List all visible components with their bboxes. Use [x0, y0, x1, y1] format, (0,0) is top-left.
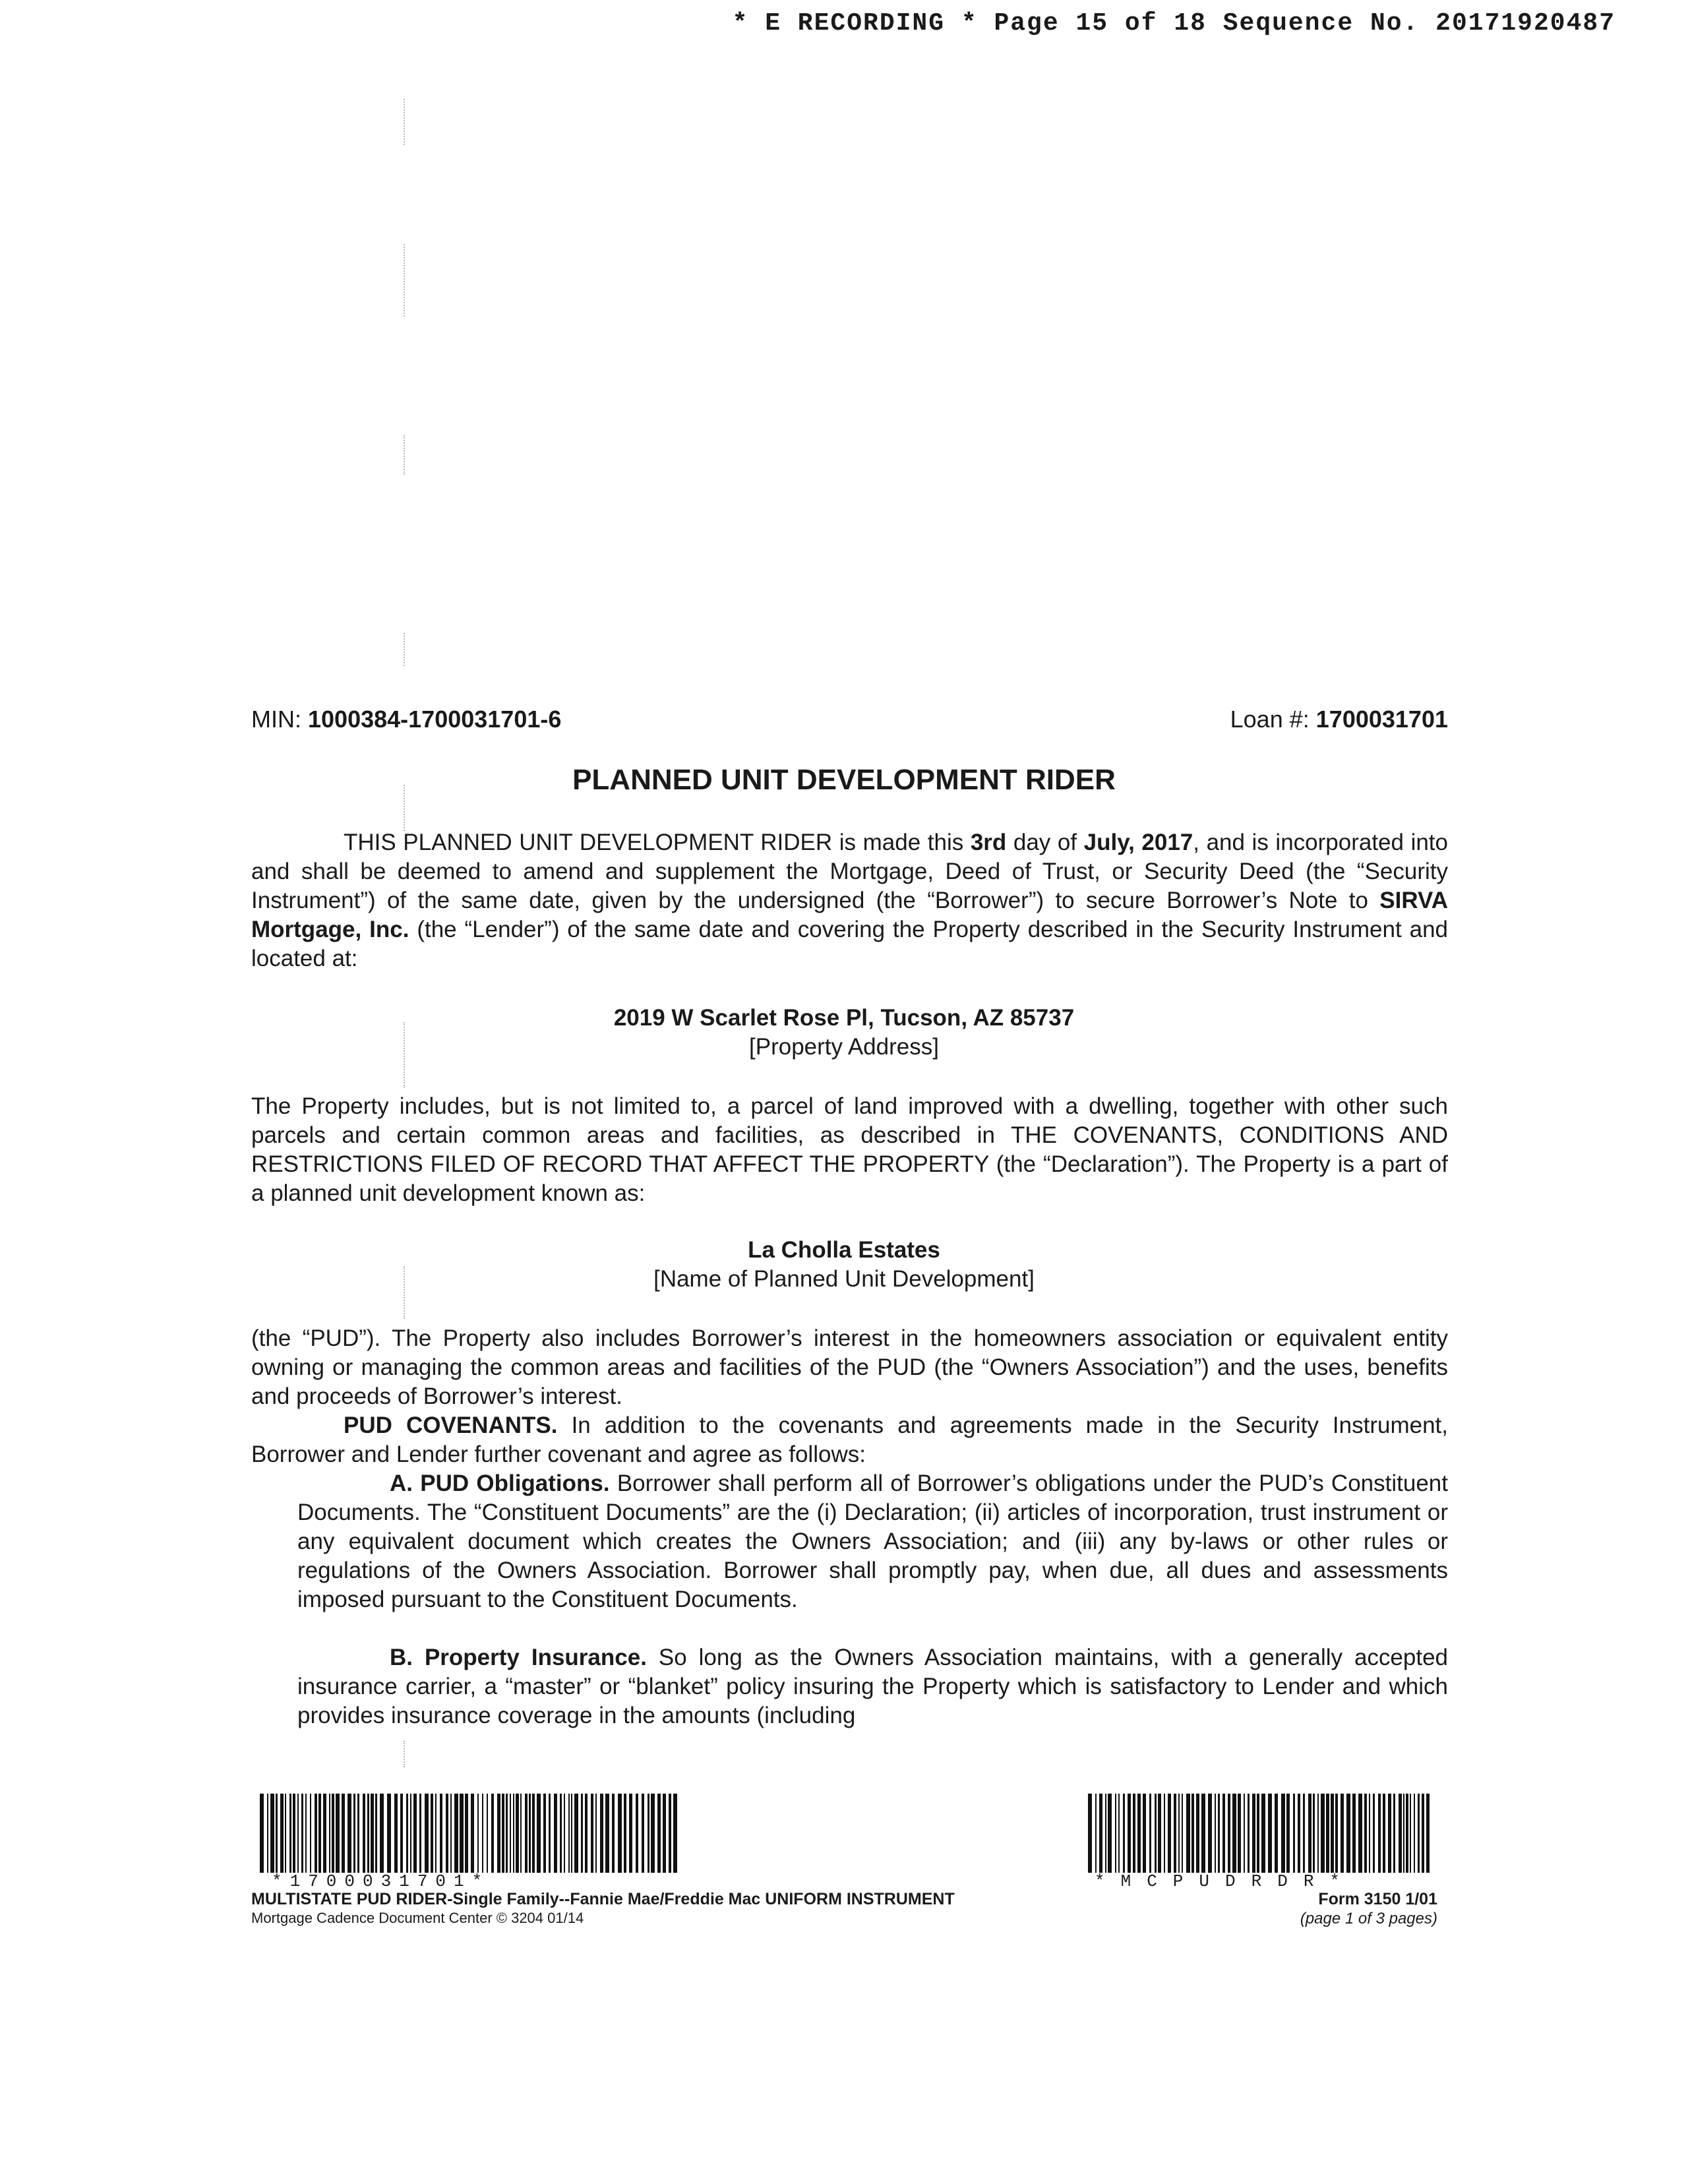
barcode-bar [1115, 1794, 1116, 1873]
barcode-bar [1215, 1794, 1216, 1873]
barcode-bar [297, 1794, 299, 1873]
barcode-bar [1118, 1794, 1120, 1873]
barcode-bar [363, 1794, 365, 1873]
barcode-bar [289, 1794, 291, 1873]
barcode-bar [1358, 1794, 1362, 1873]
barcode-bar [1248, 1794, 1250, 1873]
barcode-bar [450, 1794, 452, 1873]
barcode-bar [1275, 1794, 1278, 1873]
barcode-bar [657, 1794, 661, 1873]
barcode-bar [543, 1794, 546, 1873]
barcode-bar [387, 1794, 391, 1873]
property-address-block [0, 1004, 1688, 1062]
barcode-bar [260, 1794, 264, 1873]
barcode-bar [513, 1794, 514, 1873]
pud-covenants-heading: PUD COVENANTS. [344, 1412, 558, 1438]
barcode-bar [1308, 1794, 1311, 1873]
barcode-bar [1293, 1794, 1295, 1873]
barcode-bar [595, 1794, 597, 1873]
barcode-bar [1414, 1794, 1415, 1873]
barcode-bar [293, 1794, 295, 1873]
barcode-bar [1196, 1794, 1199, 1873]
barcode-bar [1369, 1794, 1370, 1873]
barcode-bar [629, 1794, 632, 1873]
barcode-bar [425, 1794, 429, 1873]
barcode-bar [1257, 1794, 1259, 1873]
footer-form-title: MULTISTATE PUD RIDER-Single Family--Fannie Mae/Freddie Mac UNIFORM INSTRUMENT [251, 1890, 955, 1908]
barcode-bar [1137, 1794, 1141, 1873]
barcode-bar [1399, 1794, 1402, 1873]
barcode-bar [510, 1794, 511, 1873]
barcode-bar [1335, 1794, 1338, 1873]
barcode-bar [1303, 1794, 1305, 1873]
barcode-bar [465, 1794, 468, 1873]
barcode-bar [1201, 1794, 1205, 1873]
barcode-bar [502, 1794, 504, 1873]
barcode-bar [318, 1794, 321, 1873]
barcode-bar [624, 1794, 626, 1873]
pud-name: La Cholla Estates [748, 1237, 940, 1263]
barcode-bar [1378, 1794, 1381, 1873]
barcode-bar [1383, 1794, 1385, 1873]
barcode-bar [375, 1794, 377, 1873]
barcode-bar [1164, 1794, 1165, 1873]
barcode-bar [581, 1794, 583, 1873]
barcode-bar [618, 1794, 622, 1873]
barcode-bar [1364, 1794, 1367, 1873]
barcode-bar [394, 1794, 398, 1873]
barcode-bar [419, 1794, 421, 1873]
barcode-bar [431, 1794, 433, 1873]
barcode-bar [554, 1794, 557, 1873]
rider-date: July, 2017 [1083, 830, 1193, 855]
scan-artifact-line [404, 633, 405, 666]
barcode-bar [612, 1794, 615, 1873]
loan-value: 1700031701 [1315, 706, 1448, 733]
barcode-bar [516, 1794, 519, 1873]
barcode-bar [310, 1794, 311, 1873]
barcode-bar [1388, 1794, 1391, 1873]
barcode-bar [1346, 1794, 1350, 1873]
barcode-bar [1155, 1794, 1157, 1873]
barcode-bar [497, 1794, 500, 1873]
property-insurance-paragraph: B. Property Insurance. So long as the Owners Association maintains, with a generally accepted insurance carrier, a “master” or “blanket” policy insuring the Property which is satisfactory to Lender and which provides insurance coverage in the amounts (including [297, 1645, 1448, 1728]
barcode-bar [477, 1794, 479, 1873]
scan-artifact-line [404, 435, 405, 475]
barcode-bar [1222, 1794, 1225, 1873]
barcode-bar [651, 1794, 655, 1873]
lender-name: SIRVA Mortgage, Inc. [251, 888, 1448, 942]
barcode-bar [564, 1794, 565, 1873]
barcode-bar [1182, 1794, 1183, 1873]
barcode-bar [305, 1794, 307, 1873]
barcode-bar [1313, 1794, 1315, 1873]
barcode-bar [1232, 1794, 1236, 1873]
barcode-bar [648, 1794, 649, 1873]
intro-paragraph: THIS PLANNED UNIT DEVELOPMENT RIDER is made this 3rd day of July, 2017, and is incorporated into and shall be deemed to amend and supplement the Mortgage, Deed of Trust, or Security Deed (the “Security Instrument”) of the same date, given by the undersigned (the “Borrower”) to secure Borrower’s Note to SIRVA Mortgage, Inc. (the “Lender”) of the same date and covering the Property described in the Security Instrument and located at: [251, 830, 1448, 971]
barcode-bar [525, 1794, 528, 1873]
barcode-bar [673, 1794, 677, 1873]
barcode-bar [371, 1794, 374, 1873]
barcode-bar [663, 1794, 666, 1873]
barcode-bar [1373, 1794, 1375, 1873]
barcode-bar [347, 1794, 351, 1873]
barcode-bar [301, 1794, 303, 1873]
barcode-bar [315, 1794, 317, 1873]
barcode-bar [1133, 1794, 1135, 1873]
barcode-bar [571, 1794, 572, 1873]
barcode-bar [435, 1794, 437, 1873]
rider-day: 3rd [970, 830, 1007, 855]
pud-obligations-heading: A. PUD Obligations. [390, 1471, 610, 1496]
barcode-bar [1123, 1794, 1125, 1873]
barcode-bar [357, 1794, 359, 1873]
property-address: 2019 W Scarlet Rose Pl, Tucson, AZ 85737 [613, 1005, 1075, 1031]
footer-form-number: Form 3150 1/01 [1318, 1890, 1437, 1908]
barcode-bar [1422, 1794, 1424, 1873]
barcode-bar [560, 1794, 562, 1873]
barcode-bar [585, 1794, 588, 1873]
barcode-bar [1326, 1794, 1329, 1873]
barcode-bar [506, 1794, 508, 1873]
barcode-bar [1149, 1794, 1151, 1873]
barcode-bar [280, 1794, 284, 1873]
barcode-bar [1218, 1794, 1220, 1873]
barcode-bar [353, 1794, 355, 1873]
loan-number [1230, 706, 1448, 733]
barcode-bar [1352, 1794, 1356, 1873]
min-label: MIN: [251, 706, 301, 733]
barcode-bar [549, 1794, 551, 1873]
barcode-bar [1406, 1794, 1408, 1873]
scan-artifact-line [404, 1741, 405, 1767]
barcode-bar [529, 1794, 531, 1873]
barcode-bar [267, 1794, 268, 1873]
min-value: 1000384-1700031701-6 [308, 706, 562, 733]
barcode-bar [568, 1794, 570, 1873]
barcode-bar [1393, 1794, 1395, 1873]
barcode-bar [332, 1794, 334, 1873]
barcode-bar [336, 1794, 340, 1873]
barcode-bar [1244, 1794, 1245, 1873]
property-insurance-heading: B. Property Insurance. [390, 1645, 647, 1670]
barcode-bar [380, 1794, 384, 1873]
document-title: PLANNED UNIT DEVELOPMENT RIDER [572, 764, 1116, 796]
barcode-bar [1238, 1794, 1241, 1873]
loan-barcode-text: *1700031701* [272, 1871, 491, 1891]
barcode-bar [410, 1794, 411, 1873]
barcode-bar [1186, 1794, 1190, 1873]
pud-paragraph: (the “PUD”). The Property also includes Borrower’s interest in the homeowners association or equivalent entity owning or managing the common areas and facilities of the PUD (the “Owners Association”) and the uses, benefits and proceeds of Borrower’s interest. [251, 1325, 1448, 1409]
barcode-bar [406, 1794, 408, 1873]
property-paragraph: The Property includes, but is not limited to, a parcel of land improved with a dwelling, together with other such parcels and certain common areas and facilities, as described in THE COVENANTS, CONDITIONS AND RESTRICTIONS FILED OF RECORD THAT AFFECT THE PROPERTY (the “Declaration”). The Property is a part of a planned unit development known as: [251, 1093, 1448, 1206]
recording-header: * E RECORDING * Page 15 of 18 Sequence No. 20171920487 [732, 9, 1615, 38]
barcode-bar [1403, 1794, 1404, 1873]
min-number [251, 706, 561, 733]
barcode-bar [1095, 1794, 1097, 1873]
barcode-bar [1178, 1794, 1180, 1873]
barcode-bar [1331, 1794, 1334, 1873]
barcode-bar [1261, 1794, 1265, 1873]
barcode-bar [1208, 1794, 1212, 1873]
barcode-bar [642, 1794, 644, 1873]
barcode-bar [1128, 1794, 1131, 1873]
barcode-bar [1228, 1794, 1230, 1873]
barcode-bar [1108, 1794, 1112, 1873]
barcode-bar [440, 1794, 442, 1873]
barcode-bar [482, 1794, 483, 1873]
loan-label: Loan #: [1230, 706, 1310, 733]
barcode-bar [446, 1794, 448, 1873]
barcode-bar [1158, 1794, 1161, 1873]
pud-name-block [0, 1236, 1688, 1294]
barcode-bar [1321, 1794, 1325, 1873]
barcode-bar [605, 1794, 609, 1873]
barcode-bar [487, 1794, 488, 1873]
barcode-bar [367, 1794, 369, 1873]
barcode-bar [591, 1794, 593, 1873]
footer-document-center: Mortgage Cadence Document Center © 3204 01/14 [251, 1910, 584, 1926]
barcode-bar [1099, 1794, 1102, 1873]
scan-artifact-line [404, 99, 405, 145]
barcode-bar [574, 1794, 578, 1873]
barcode-bar [471, 1794, 474, 1873]
barcode-bar [537, 1794, 541, 1873]
barcode-bar [636, 1794, 638, 1873]
barcode-bar [1143, 1794, 1146, 1873]
pud-covenants-paragraph: PUD COVENANTS. In addition to the covenants and agreements made in the Security Instrument, Borrower and Lender further covenant and agree as follows: [251, 1412, 1448, 1467]
barcode-bar [413, 1794, 417, 1873]
barcode-bar [1298, 1794, 1300, 1873]
loan-barcode [260, 1794, 679, 1873]
barcode-bar [1252, 1794, 1255, 1873]
pud-name-caption: [Name of Planned Unit Development] [653, 1266, 1035, 1292]
barcode-bar [454, 1794, 458, 1873]
barcode-bar [1268, 1794, 1272, 1873]
barcode-bar [342, 1794, 345, 1873]
barcode-bar [285, 1794, 286, 1873]
barcode-bar [1191, 1794, 1194, 1873]
barcode-bar [1317, 1794, 1319, 1873]
barcode-bar [1410, 1794, 1411, 1873]
barcode-bar [1088, 1794, 1092, 1873]
pud-obligations-paragraph: A. PUD Obligations. Borrower shall perform all of Borrower’s obligations under the PUD’s Constituent Documents. The “Constituent Documents” are the (i) Declaration; (ii) articles of incorporation, trust instrument or any equivalent document which creates the Owners Association; and (iii) any by-laws or other rules or regulations of the Owners Association. Borrower shall promptly pay, when due, all dues and assessments imposed pursuant to the Constituent Documents. [297, 1471, 1448, 1612]
barcode-bar [1174, 1794, 1176, 1873]
barcode-bar [270, 1794, 274, 1873]
barcode-bar [669, 1794, 671, 1873]
barcode-bar [1286, 1794, 1290, 1873]
barcode-bar [491, 1794, 494, 1873]
barcode-bar [329, 1794, 330, 1873]
barcode-bar [600, 1794, 603, 1873]
barcode-bar [400, 1794, 403, 1873]
barcode-bar [1105, 1794, 1106, 1873]
barcode-bar [532, 1794, 535, 1873]
barcode-bar [323, 1794, 326, 1873]
form-barcode [1088, 1794, 1433, 1873]
barcode-bar [520, 1794, 522, 1873]
barcode-bar [1418, 1794, 1420, 1873]
footer-page-count: (page 1 of 3 pages) [1300, 1910, 1437, 1927]
barcode-bar [1341, 1794, 1344, 1873]
barcode-bar [1168, 1794, 1171, 1873]
barcode-bar [1281, 1794, 1285, 1873]
barcode-bar [460, 1794, 464, 1873]
scan-artifact-line [404, 244, 405, 317]
form-barcode-text: *MCPUDRDR* [1095, 1871, 1356, 1891]
property-address-caption: [Property Address] [749, 1034, 939, 1060]
barcode-bar [276, 1794, 278, 1873]
barcode-bar [1426, 1794, 1430, 1873]
